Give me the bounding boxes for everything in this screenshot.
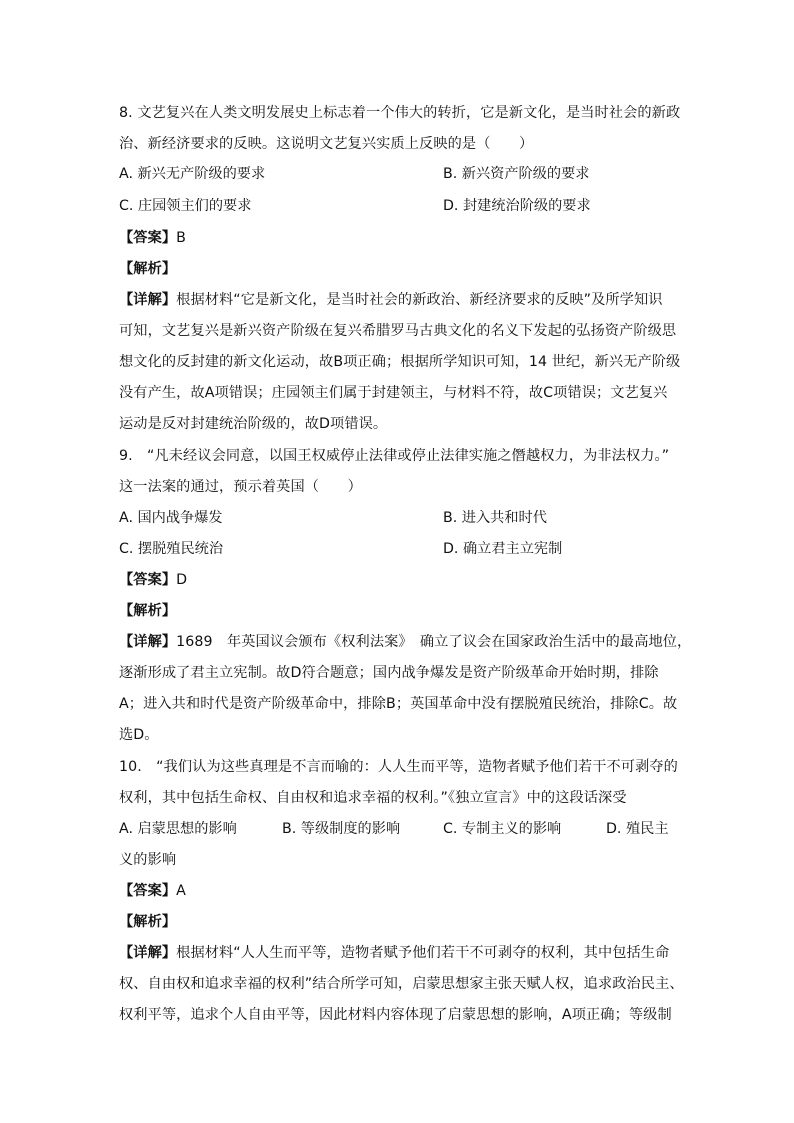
q10-detail-text1: 根据材料“人人生而平等，造物者赋予他们若干不可剥夺的权利，其中包括生命 xyxy=(176,945,670,961)
q9-answer-value: D xyxy=(176,572,188,588)
q10-stem-line2: 权利，其中包括生命权、自由权和追求幸福的权利。”《独立宣言》中的这段话深受 xyxy=(119,790,627,806)
q8-detail-line4: 没有产生，故A项错误；庄园领主们属于封建领主，与材料不符，故C项错误；文艺复兴 xyxy=(119,385,668,401)
q8-option-b: B. 新兴资产阶级的要求 xyxy=(443,166,590,182)
q10-answer-value: A xyxy=(176,883,186,899)
q8-answer-label: 【答案】 xyxy=(119,230,177,246)
q10-option-d-continued: 义的影响 xyxy=(119,852,177,868)
q10-option-a: A. 启蒙思想的影响 xyxy=(119,821,237,837)
q9-detail-line2: 逐渐形成了君主立宪制。故D符合题意；国内战争爆发是资产阶级革命开始时期，排除 xyxy=(119,665,659,681)
q8-option-c: C. 庄园领主们的要求 xyxy=(119,198,252,214)
q9-detail-label: 【详解】 xyxy=(119,634,177,650)
q8-option-a: A. 新兴无产阶级的要求 xyxy=(119,166,266,182)
q9-option-d: D. 确立君主立宪制 xyxy=(443,541,563,557)
q10-option-c: C. 专制主义的影响 xyxy=(443,821,562,837)
q9-detail-line4: 选D。 xyxy=(119,727,159,743)
q9-option-c: C. 摆脱殖民统治 xyxy=(119,541,224,557)
q8-detail-line5: 运动是反对封建统治阶级的，故D项错误。 xyxy=(119,416,388,432)
q9-stem-line2: 这一法案的通过，预示着英国（ ） xyxy=(119,479,362,495)
q9-stem-line1: 9. “凡未经议会同意，以国王权威停止法律或停止法律实施之僭越权力，为非法权力。” xyxy=(119,448,670,464)
q9-detail-line3: A；进入共和时代是资产阶级革命中，排除B；英国革命中没有摆脱殖民统治，排除C。故 xyxy=(119,696,678,712)
q10-analysis-label: 【解析】 xyxy=(119,914,177,930)
q8-answer-value: B xyxy=(176,230,186,246)
q9-detail-line1 xyxy=(119,632,691,652)
q9-analysis-label: 【解析】 xyxy=(119,603,177,619)
q10-stem-line1: 10. “我们认为这些真理是不言而喻的：人人生而平等，造物者赋予他们若干不可剥夺的 xyxy=(119,759,678,775)
q10-option-d: D. 殖民主 xyxy=(606,821,669,837)
q8-detail-line3: 想文化的反封建的新文化运动，故B项正确；根据所学知识可知，14 世纪，新兴无产阶级 xyxy=(119,354,681,370)
q9-answer xyxy=(119,570,187,590)
q10-option-b: B. 等级制度的影响 xyxy=(282,821,401,837)
q8-stem-line2: 治、新经济要求的反映。这说明文艺复兴实质上反映的是（ ） xyxy=(119,136,534,152)
q10-detail-label: 【详解】 xyxy=(119,945,177,961)
q10-detail-line2: 权、自由权和追求幸福的权利”结合所学可知，启蒙思想家主张天赋人权，追求政治民主、 xyxy=(119,976,684,992)
q10-detail-line1 xyxy=(119,943,669,963)
q8-detail-text1: 根据材料“它是新文化，是当时社会的新政治、新经济要求的反映”及所学知识 xyxy=(176,292,663,308)
q8-detail-line2: 可知，文艺复兴是新兴资产阶级在复兴希腊罗马古典文化的名义下发起的弘扬资产阶级思 xyxy=(119,323,677,339)
q8-answer xyxy=(119,228,186,248)
q9-answer-label: 【答案】 xyxy=(119,572,177,588)
q9-option-b: B. 进入共和时代 xyxy=(443,510,547,526)
q8-detail-label: 【详解】 xyxy=(119,292,177,308)
q10-answer-label: 【答案】 xyxy=(119,883,177,899)
q9-detail-text1: 1689 年英国议会颁布《权利法案》 确立了议会在国家政治生活中的最高地位， xyxy=(176,634,692,650)
q8-stem-line1: 8. 文艺复兴在人类文明发展史上标志着一个伟大的转折，它是新文化，是当时社会的新政 xyxy=(119,105,681,121)
q8-analysis-label: 【解析】 xyxy=(119,261,177,277)
q8-option-d: D. 封建统治阶级的要求 xyxy=(443,198,591,214)
q9-option-a: A. 国内战争爆发 xyxy=(119,510,223,526)
q10-detail-line3: 权利平等，追求个人自由平等，因此材料内容体现了启蒙思想的影响，A项正确；等级制 xyxy=(119,1007,672,1023)
q10-answer xyxy=(119,881,186,901)
q8-detail-line1 xyxy=(119,290,663,310)
